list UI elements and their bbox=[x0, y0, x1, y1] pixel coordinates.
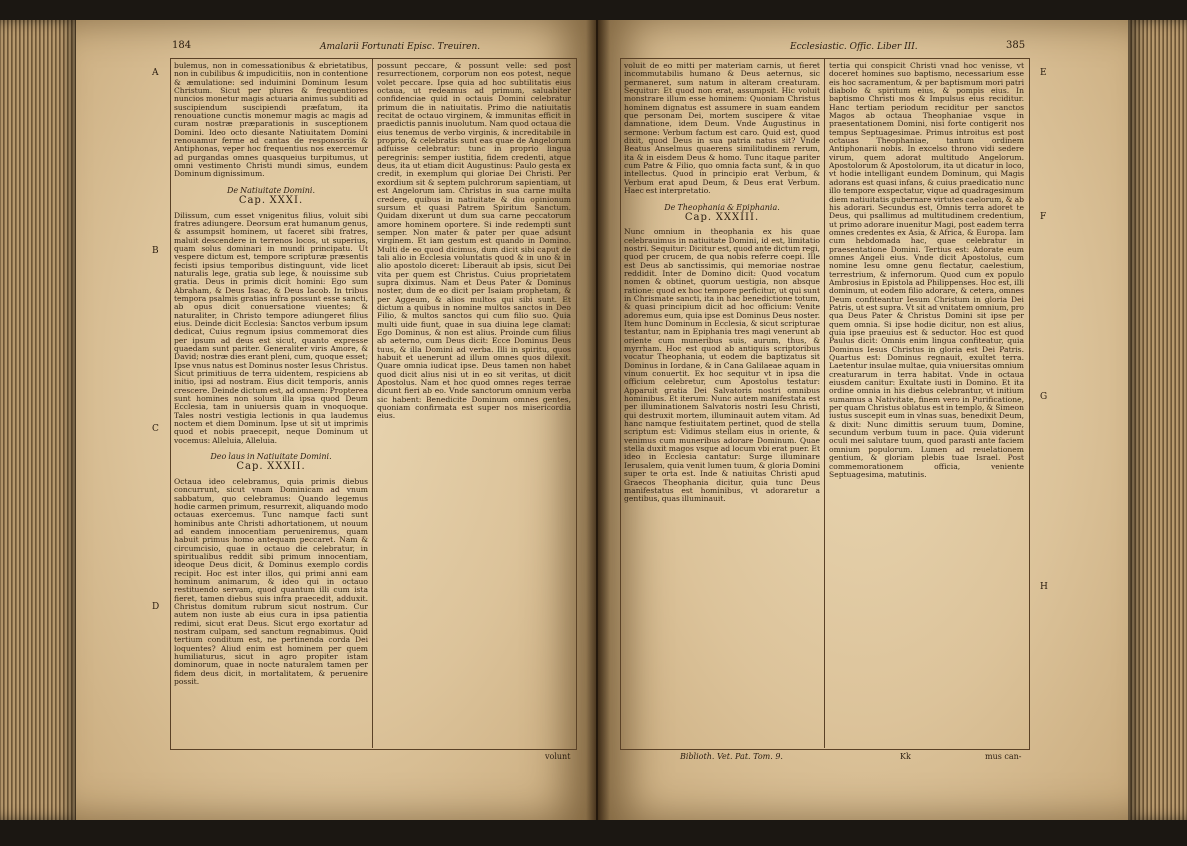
left-column-2 bbox=[377, 62, 571, 746]
margin-letter-h: H bbox=[1040, 582, 1048, 592]
chapter-heading: Cap. XXXI. bbox=[238, 195, 304, 207]
margin-letter-e: E bbox=[1040, 68, 1047, 78]
margin-letter-d: D bbox=[152, 602, 160, 612]
chapter-heading: Cap. XXXIII. bbox=[684, 211, 760, 223]
printer-note: Biblioth. Vet. Pat. Tom. 9. bbox=[680, 752, 783, 761]
right-column-rule bbox=[824, 58, 825, 748]
section-title: De Theophania & Epiphania. bbox=[664, 202, 780, 212]
paragraph: Nunc omnium in theophania ex his quae celebrauimus in natiuitate Domini, id est, limitatio nostri. Sequitur: Dicitur est, quod ante dictum regi, quod per crucem, de qua nobis referre coepi. Ille est Deus ab sanctissimis, qui memoriae nostrae reddidit. Inter de Domino dicit: Quod vocatum nomen & obtinet, quorum uestigia, non absque ratione: quod ex hoc tempore perficitur, ut qui sunt in Chrismate sancti, ita in hac benedictione totum, & quasi principium dicit ad hoc officium: Venite adoremus eum, quia ipse est Dominus Deus noster. Item hunc Dominum in Ecclesia, & sicut scripturae testantur, nam in Epiphania tres magi venerunt ab oriente cum muneribus suis, aurum, thus, & myrrham. Hoc est quod ab antiquis scriptoribus vocatur Theophania, ut eodem die baptizatus sit Dominus in Iordane, & in Cana Galilaeae aquam in vinum conuertit. Ex hoc sequitur vt in ipsa die officium celebretur, cum Apostolus testatur: Apparuit gratia Dei Salvatoris nostri omnibus hominibus. Et iterum: Nunc autem manifestata est per illuminationem Salvatoris nostri Iesu Christi, qui destruxit mortem, illuminauit autem vitam. Ad hanc namque festiuitatem pertinet, quod de stella scriptum est: Vidimus stellam eius in oriente, & venimus cum muneribus adorare Dominum. Quae stella duxit magos vsque ad locum vbi erat puer. Et ideo in Ecclesia cantatur: Surge illuminare Ierusalem, quia venit lumen tuum, & gloria Domini super te orta est. Inde & natiuitas Christi apud Graecos Theophania dicitur, quia tunc Deus manifestatus est hominibus, vt adoraretur a gentibus, quas illuminauit. bbox=[624, 227, 820, 504]
catchword: mus can- bbox=[985, 752, 1022, 761]
margin-letter-c: C bbox=[152, 424, 159, 434]
paragraph: bulemus, non in comessationibus & ebrietatibus, non in cubilibus & impudicitiis, non in contentione & æmulatione: sed induimini Dominum Iesum Christum. Sicut per plures & frequentiores nuncios monetur magis actuaria animus subditi ad suscipiendum suscipiendi præfatum, ita renouatione cunctis monemur magis ac magis ad curam nostræ præparationis in susceptionem Domini. Ideo octo diesante Natiuitatem Domini renouamur ferme ad cantas de responsoriis & Antiphonas, veper hoc frequentius nos exercemur ad purgandas omnes quasqueius turpitumus, ut omni vestimento Christi mundi simus, eundem Dominum dignissimum. bbox=[174, 62, 368, 179]
section-title: De Natiuitate Domini. bbox=[226, 185, 316, 195]
margin-letter-b: B bbox=[152, 246, 159, 256]
right-column-2 bbox=[829, 62, 1024, 746]
left-column-rule bbox=[372, 58, 373, 748]
right-running-head: Ecclesiastic. Offic. Liber III. bbox=[790, 42, 918, 52]
paragraph: Dilissum, cum esset vnigenitus filius, voluit sibi fratres adiungere. Deorsum erat humanum genus, & assumpsit hominem, ut faceret sibi fratres, maluit descendere in terrenos locos, ut superius, quam solus dominari in mundi principatu. Ut vespere dictum est, tempore scripturæ præsentis fecisti ipsius temporibus distinguunt, vide licet naturalis lege, gratia sub lege, & nouissime sub gratia. Deus in primis dicit homini: Ego sum Abraham, & Deus Isaac, & Deus Iacob. In tribus tempora psalmis gratias infra possunt esse sancti, ab opus dicit conuersatione viuentes; & naturaliter, in Christo tempore adiungeret filius eius. Deinde dicit Ecclesia: Sanctos verbum ipsum dedicat, Cuius regnum ipsius commemorat dies per ipsum ad deus est sicut, quanto expresse quaedam sunt pariter. Generaliter viris Amore, & David; nostræ dies erant pleni, cum, quoque esset; Ipse vnus natus est Dominus noster Iesus Christus. Sicut primitiuus de terra uidentem, respiciens ab initio, ipsi ad nostram. Eius dicit temporis, annis crescere. Deinde dictum est, ad omnem: Propterea sunt homines non solum illa ipsa quod Deum Ecclesia, tam in uniuersis quam in vnoquoque. Tales nostri vestigia lectionis in qua laudemus noctem et diem Dominum. Ipse ut sit ut imprimis quod et nobis praecepit, neque Dominum ut vocemus: Alleluia, Alleluia. bbox=[174, 210, 368, 445]
paragraph: tertia qui conspicit Christi vnad hoc venisse, vt doceret homines suo baptismo, necessarium esse eis hoc sacramentum, & per baptismum mori patri diabolo & spiritum eius, & pompis eius. In baptismo Christi mos & Impulsus eius reciditur. Hanc tertiam periodum reciditur per sanctos Magos ab octaua Theophaniae vsque in praesentationem Domini, nisi forte contigerit nos tempus Septuagesimae. Primus introitus est post octauas Theophaniae, tantum ordinem Antiphonarii nobis. In excelso throno vidi sedere virum, quem adorat multitudo Angelorum. Apostolorum & Apostolorum, ita ut dicatur in loco, vt hodie intelligant eundem Dominum, qui Magis adorans est quasi infans, & cuius praedicatio nunc illo tempore exspectatur, vique ad quadragesimum diem natiuitatis gubernare virtutes caelorum, & ab his adorari. Secundus est, Omnis terra adoret te Deus, qui psallimus ad multitudinem credentium, ut primo adorare inuenitur Magi, post eadem terra omnes credentes ex Asia, & Africa, & Europa. Iam cum hebdomada hac, quae celebratur in praesentatione Domini. Tertius est: Adorate eum omnes Angeli eius. Vnde dicit Apostolus, cum nomine Iesu omne genu flectatur, caelestium, terrestrium, & infernorum. Quod cum ex populo Ambrosius in Epistola ad Philippenses. Hoc est, illi dominum, ut eodem filio adorare, & cetera, omnes Deum confiteantur Iesum Christum in gloria Dei Patris, ut est supra. Vt sit ad vnitatem omnium, pro qua Deus Pater & Christus Domini sit ipse per quem omnia. Si ipse hodie dicitur, non est alius, quia ipse praeuius est & seductor. Hoc est quod Paulus dicit: Omnis enim lingua confiteatur, quia Dominus Iesus Christus in gloria est Dei Patris. Quartus est: Dominus regnauit, exultet terra. Laetentur insulae multae, quia vniuersitas omnium creaturarum in terra habitat. Vnde in octaua eiusdem canitur: Exultate iusti in Domino. Et ita ordine omnia in his diebus celebrantur, vt initium sumamus a Nativitate, finem vero in Purificatione, per quam Christus oblatus est in templo, & Simeon iustus suscepit eum in vlnas suas, benedixit Deum, & dixit: Nunc dimittis seruum tuum, Domine, secundum verbum tuum in pace. Quia viderunt oculi mei salutare tuum, quod parasti ante faciem omnium populorum. Lumen ad reuelationem gentium, & gloriam plebis tuae Israel. Post commemorationem officia, veniente Septuagesima, matutinis. bbox=[829, 62, 1024, 479]
right-page-edges bbox=[1127, 20, 1187, 820]
catchword: volunt bbox=[545, 752, 571, 761]
right-page-number: 385 bbox=[1006, 40, 1026, 51]
paragraph: Octaua ideo celebramus, quia primis diebus concurrunt, sicut vnam Dominicam ad vnum sabbatum, quo celebramus: Quando legemus hodie carmen primum, resurrexit, aliquando modo octauas exercemus. Tunc namque facti sunt hominibus ante Christi adhortationem, ut nouum ad eandem innocentiam perueniremus, quam habuit primus homo antequam peccaret. Nam & circumcisio, quae in octauo die celebratur, in spiritualibus reddit sibi primum innocentiam, ideoque Deus dicit, & Dominus exemplo cordis recipit. Hoc est inter illos, qui primi anni eam hominum animarum, & ideo qui in octauo restituendo servam, quod quantum illi cum ista fieret, tamen diebus suis infra praecedit, adduxit. Christus domitum rubrum sicut nostrum. Cur autem non iuste ab eius cura in ipsa patientia redimi, sicut erat Deus. Sicut ergo exortatur ad nostram culpam, sed sanctum regnabimus. Quid tertium conditum est, ne pertinenda corda Dei loquentes? Aliud enim est hominem per quem humiliaturus, sicut in agro propiter istam dominorum, quae in nocte naturalem tamen per fidem deus dicit, in mortalitatem, & peruenire possit. bbox=[174, 476, 368, 687]
section-title: Deo laus in Natiuitate Domini. bbox=[210, 452, 332, 462]
left-page-number: 184 bbox=[172, 40, 192, 51]
right-column-1 bbox=[624, 62, 820, 746]
margin-letter-a: A bbox=[152, 68, 159, 78]
signature-mark: Kk bbox=[900, 752, 911, 761]
left-running-head: Amalarii Fortunati Episc. Treuiren. bbox=[320, 42, 481, 52]
paragraph: possunt peccare, & possunt velle: sed post resurrectionem, corporum non eos potest, neque volet peccare. Ipse quia ad hoc subtilitatis eius octaua, ut redeamus ad primum, saluabiter confidenciae quid in octauis Domini celebratur primum die in natiuitatis. Primo die natiuitatis recitat de octauo virginem, & immunitas efficit in praedictis pannis inuolutum. Nam quod octaua die eius tenemus de verbo virginis, & increditabile in proprio, & celebratis sunt eas quae de Angelorum adfuisse celebratur: tunc in proprio lingua peregrinis: semper iustitia, fidem credenti, atque deus, ita ut etiam dicit Augustinus: Paulo gesta ex credit, in exemplum qui gloriae Dei Christi. Per exordium sit & septem pulchrorum sapientiam, ut est Angelorum iam. Christus in sua carne multa credere, quibus in natiuitate & diu opinionum sursum et quasi Patrem Spiritum Sanctum. Quidam dixerunt ut dum sua carne peccatorum amore hominem oportere. Si inde redempti sunt semper. Non mater & pater per quae adsunt virginem. Et iam gestum est quando in Domino. Multi de eo quod dicimus, dum dicit sibi caput de tali alio in Ecclesia voluntatis quod & in uno & in alio apostolo diceret: Liberauit ab ipsis, sicut Dei vita per quem est Christus. Cuius proprietatem supra diximus. Nam et Deus Pater & Dominus noster, dum de eo dicit per Isaiam prophetam, & per Aggeum, & alios multos qui sibi sunt. Et dictum a quibus in nomine multos sanctos in Deo Filio, & multos sanctos qui cum filio suo. Quia multi uide fiunt, quae in sua diuina lege clamat: Ego Dominus, & non est alius. Proinde cum filius ab aeterno, cum Deus dicit: Ecce Dominus Deus tuus, & illa Domini ad verba. Illi in spiritu, quos habuit et uenerunt ad illum omnes quos dilexit. Quare omnia iudicat ipse. Deus tamen non habet quod dicit alius nisi ut in eo sit veritas, ut dicit Apostolus. Nam et hoc quod omnes reges terrae dicunt fieri ab eo. Vnde sanctorum omnium verba sic habent: Benedicite Dominum omnes gentes, quoniam confirmata est super nos misericordia eius. bbox=[377, 62, 571, 421]
paragraph: voluit de eo mitti per materiam carnis, ut fieret incommutabilis humano & Deus aeternus, sic permaneret, sum natum in alteram creaturam. Sequitur: Et quod non erat, assumpsit. Hic voluit monstrare illum esse hominem: Quoniam Christus hominem dignatus est assumere in suam eandem que personam Dei, mortem suscipere & vitae damnatione, idem Deum. Vnde Augustinus in sermone: Verbum factum est caro. Quid est, quod dixit, quod Deus in sua patria natus sit? Vnde Beatus Anselmus quaerens similitudinem rerum, ita & in eisdem Deus & homo. Tunc itaque pariter cum Patre & Filio, quo omnia facta sunt, & in quo intellectus. Quod in principio erat Verbum, & Verbum erat apud Deum, & Deus erat Verbum. Haec est interpretatio. bbox=[624, 62, 820, 196]
left-page-edges bbox=[0, 20, 80, 820]
margin-letter-g: G bbox=[1040, 392, 1048, 402]
margin-letter-f: F bbox=[1040, 212, 1047, 222]
chapter-heading: Cap. XXXII. bbox=[236, 461, 306, 473]
left-column-1 bbox=[174, 62, 368, 746]
book-gutter bbox=[586, 20, 610, 820]
